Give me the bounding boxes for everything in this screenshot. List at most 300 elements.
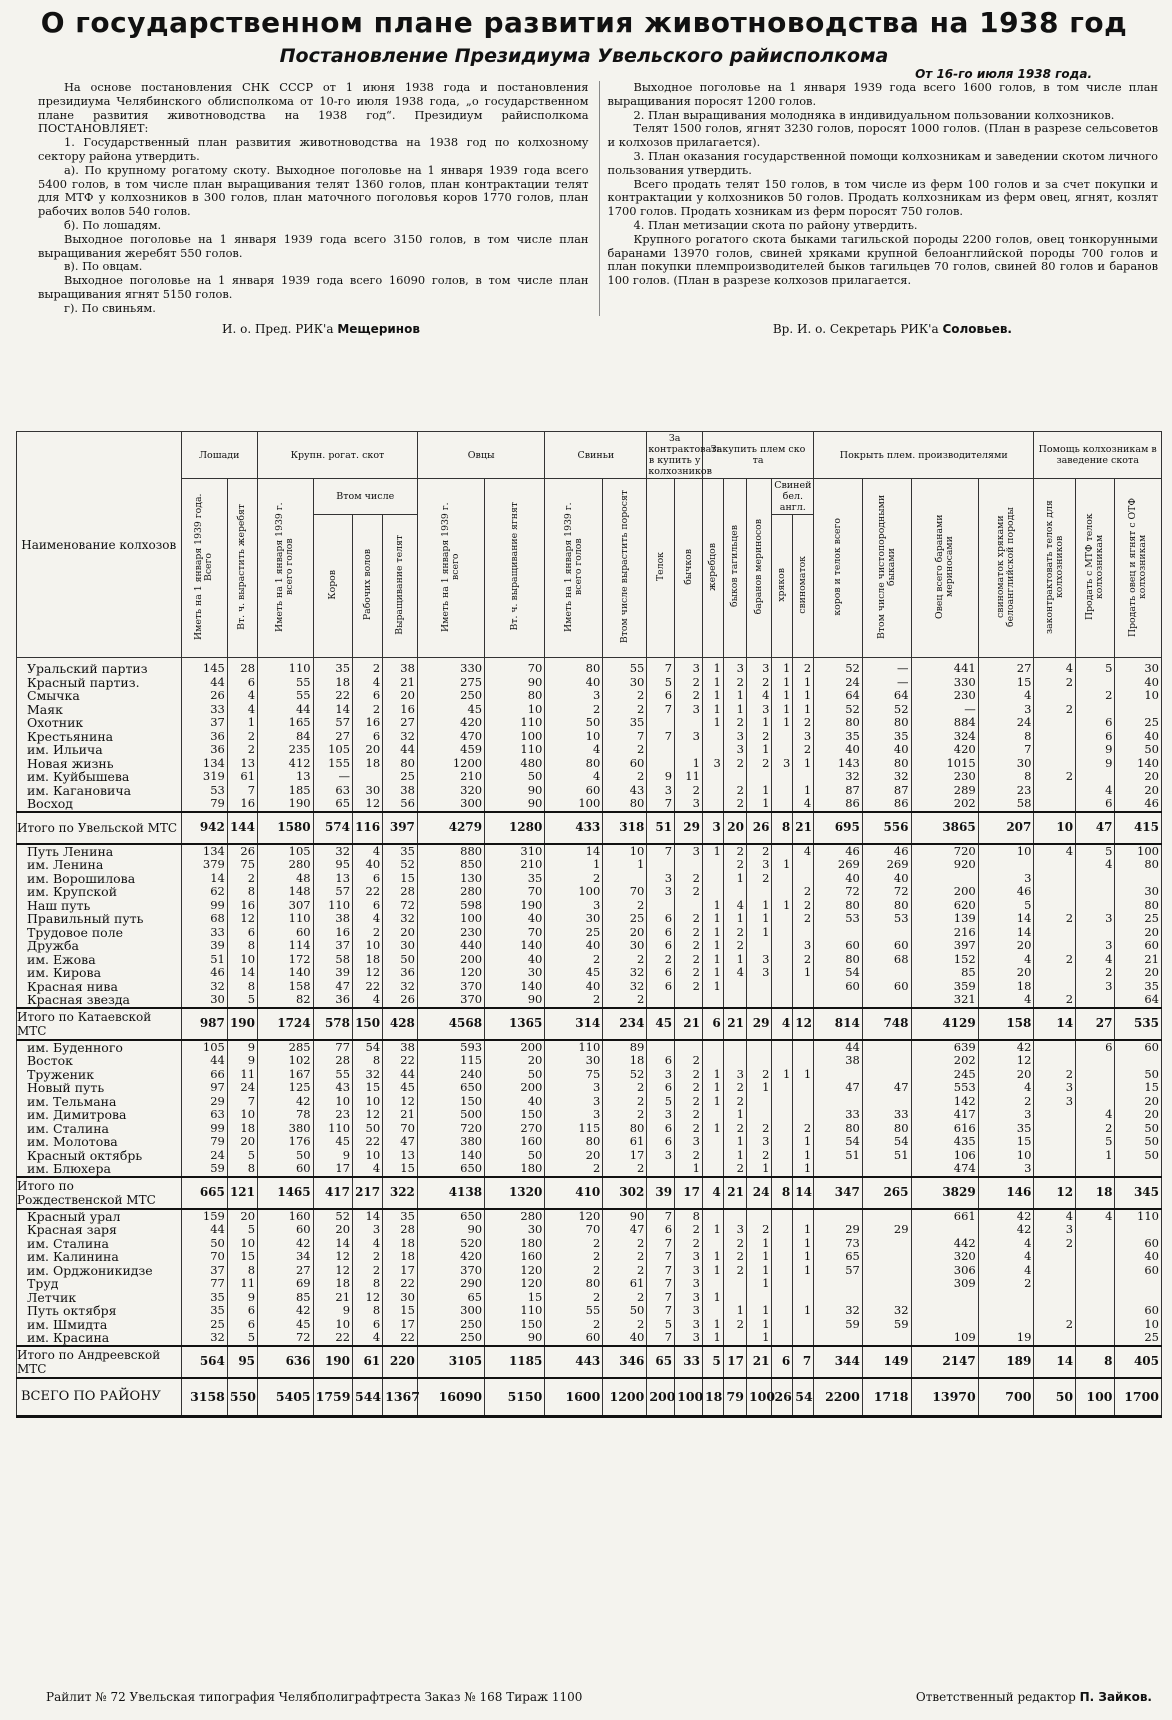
table-cell: 7 xyxy=(647,844,675,859)
table-cell: 45 xyxy=(647,1008,675,1040)
table-cell: 13 xyxy=(383,1149,418,1163)
decree-paragraph: 4. План метизации скота по району утвердить. xyxy=(633,217,918,232)
table-cell: 70 xyxy=(383,1122,418,1136)
table-cell: 4138 xyxy=(417,1177,484,1209)
table-cell xyxy=(723,1209,746,1224)
table-cell: 3 xyxy=(675,1304,703,1318)
decree-paragraph: Выходное поголовье на 1 января 1939 года всего 3150 голов, в том числе план выращивания жеребят 550 голов. xyxy=(38,231,589,260)
table-cell: 27 xyxy=(383,716,418,730)
table-cell: 2 xyxy=(793,912,814,926)
table-cell: 433 xyxy=(545,812,603,844)
kolkhoz-name: им. Тельмана xyxy=(17,1095,182,1109)
table-group-header: Овцы xyxy=(417,432,544,479)
table-cell: 4 xyxy=(353,1162,383,1177)
table-cell: 160 xyxy=(258,1209,314,1224)
table-row xyxy=(17,1108,1162,1122)
table-cell: 52 xyxy=(862,703,911,717)
table-cell xyxy=(702,770,723,784)
table-cell xyxy=(647,899,675,913)
table-cell: 6 xyxy=(702,1008,723,1040)
table-cell: 2 xyxy=(545,703,603,717)
table-cell: 40 xyxy=(1115,730,1162,744)
table-cell: 4 xyxy=(1076,858,1115,872)
table-cell: 80 xyxy=(603,1122,647,1136)
kolkhoz-name: Дружба xyxy=(17,939,182,953)
table-cell xyxy=(723,770,746,784)
table-cell: 2 xyxy=(723,1162,746,1177)
table-cell: 1 xyxy=(746,797,771,812)
table-cell: 150 xyxy=(353,1008,383,1040)
table-cell xyxy=(772,953,793,967)
table-cell: 1 xyxy=(702,980,723,994)
table-cell: 42 xyxy=(978,1223,1034,1237)
table-cell: 42 xyxy=(258,1095,314,1109)
table-cell: 250 xyxy=(417,1318,484,1332)
table-cell: 2 xyxy=(723,1237,746,1251)
table-cell xyxy=(746,939,771,953)
table-cell: 29 xyxy=(814,1223,863,1237)
table-cell: 1 xyxy=(723,1304,746,1318)
table-cell xyxy=(862,926,911,940)
kolkhoz-name: ВСЕГО ПО РАЙОНУ xyxy=(17,1378,182,1417)
table-cell: 6 xyxy=(353,689,383,703)
table-cell: 55 xyxy=(603,662,647,676)
table-cell xyxy=(772,1149,793,1163)
table-cell: 8 xyxy=(978,770,1034,784)
table-cell: 70 xyxy=(181,1250,227,1264)
table-cell: 2 xyxy=(675,926,703,940)
table-cell: 2 xyxy=(723,716,746,730)
table-cell: 2 xyxy=(746,757,771,771)
table-cell xyxy=(772,939,793,953)
table-cell: 13 xyxy=(227,757,257,771)
table-cell: 35 xyxy=(383,844,418,859)
table-cell: 6 xyxy=(353,872,383,886)
table-cell: 24 xyxy=(181,1149,227,1163)
table-cell: 650 xyxy=(417,1209,484,1224)
table-cell: 405 xyxy=(1115,1346,1162,1378)
table-cell xyxy=(772,797,793,812)
kolkhoz-name: Итого по Андреевской МТС xyxy=(17,1346,182,1378)
table-cell xyxy=(647,757,675,771)
table-cell: 52 xyxy=(603,1068,647,1082)
table-cell: 7 xyxy=(647,703,675,717)
table-cell: 150 xyxy=(485,1108,545,1122)
table-cell: 15 xyxy=(485,1291,545,1305)
table-cell: 54 xyxy=(814,1135,863,1149)
table-cell: 500 xyxy=(417,1108,484,1122)
table-cell: 61 xyxy=(603,1135,647,1149)
table-row xyxy=(17,797,1162,812)
table-cell: 42 xyxy=(258,1237,314,1251)
table-cell: 140 xyxy=(258,966,314,980)
table-cell: 22 xyxy=(313,1331,352,1346)
table-cell: 1580 xyxy=(258,812,314,844)
table-cell: 1 xyxy=(746,1304,771,1318)
table-cell: 2 xyxy=(746,676,771,690)
table-cell: 80 xyxy=(1115,858,1162,872)
table-cell: 275 xyxy=(417,676,484,690)
table-cell: 80 xyxy=(545,662,603,676)
table-cell: 26 xyxy=(181,689,227,703)
table-cell: 4 xyxy=(978,1264,1034,1278)
table-cell: 120 xyxy=(417,966,484,980)
table-cell: 5 xyxy=(1076,662,1115,676)
table-cell: 90 xyxy=(417,1223,484,1237)
table-cell: 28 xyxy=(383,885,418,899)
table-cell: 51 xyxy=(181,953,227,967)
table-column-header xyxy=(603,479,647,658)
table-cell: 46 xyxy=(862,844,911,859)
table-cell: 1 xyxy=(793,1162,814,1177)
table-cell: 10 xyxy=(227,1237,257,1251)
table-cell: 2 xyxy=(1076,966,1115,980)
table-cell: 6 xyxy=(1076,716,1115,730)
table-cell: 220 xyxy=(383,1346,418,1378)
table-cell: 4 xyxy=(978,1237,1034,1251)
table-cell: 100 xyxy=(545,797,603,812)
table-cell: 3 xyxy=(545,1081,603,1095)
table-cell xyxy=(1076,1331,1115,1346)
table-cell: 60 xyxy=(258,926,314,940)
table-cell: 120 xyxy=(545,1209,603,1224)
table-row xyxy=(17,858,1162,872)
table-cell: 18 xyxy=(313,1277,352,1291)
table-cell: 56 xyxy=(383,797,418,812)
table-cell: 2 xyxy=(603,1095,647,1109)
table-cell: 60 xyxy=(862,939,911,953)
table-cell: 1 xyxy=(702,844,723,859)
table-cell: 470 xyxy=(417,730,484,744)
decree-paragraph: 1. Государственный план развития животноводства на 1938 год по колхозному сектору района утвердить. xyxy=(38,135,589,163)
table-cell: 3 xyxy=(675,1291,703,1305)
table-cell xyxy=(793,1318,814,1332)
table-cell: 10 xyxy=(313,1095,352,1109)
table-cell: 3 xyxy=(675,797,703,812)
table-cell: 2 xyxy=(675,1237,703,1251)
table-cell: 38 xyxy=(383,1040,418,1055)
table-cell: 345 xyxy=(1115,1177,1162,1209)
table-cell: 417 xyxy=(313,1177,352,1209)
table-cell: 230 xyxy=(911,770,978,784)
table-cell: 2 xyxy=(603,1081,647,1095)
table-cell xyxy=(911,1304,978,1318)
table-cell: 4 xyxy=(227,689,257,703)
table-cell: 33 xyxy=(675,1346,703,1378)
table-cell: 40 xyxy=(862,872,911,886)
table-cell: 410 xyxy=(545,1177,603,1209)
table-cell: 44 xyxy=(181,1223,227,1237)
table-cell xyxy=(814,993,863,1008)
table-cell xyxy=(793,1081,814,1095)
table-cell: 37 xyxy=(313,939,352,953)
table-cell: 230 xyxy=(417,926,484,940)
table-cell: 216 xyxy=(911,926,978,940)
table-cell: 1 xyxy=(793,1068,814,1082)
kolkhoz-name: Восток xyxy=(17,1054,182,1068)
table-cell: 4 xyxy=(1076,1108,1115,1122)
table-cell: 302 xyxy=(603,1177,647,1209)
table-cell: 3 xyxy=(702,757,723,771)
table-cell xyxy=(793,993,814,1008)
table-cell: 200 xyxy=(485,1081,545,1095)
table-column-header xyxy=(1034,479,1076,658)
table-cell: 172 xyxy=(258,953,314,967)
table-cell xyxy=(772,1223,793,1237)
column-label: свиноматок xyxy=(797,555,809,614)
table-cell: 80 xyxy=(383,757,418,771)
table-cell: 72 xyxy=(383,899,418,913)
table-cell: 620 xyxy=(911,899,978,913)
table-cell xyxy=(353,770,383,784)
table-cell: 1 xyxy=(675,1162,703,1177)
table-cell: 32 xyxy=(181,980,227,994)
table-cell: 159 xyxy=(181,1209,227,1224)
table-cell xyxy=(647,716,675,730)
kolkhoz-name: Трудовое поле xyxy=(17,926,182,940)
table-cell: 3 xyxy=(978,872,1034,886)
table-cell xyxy=(862,1209,911,1224)
table-cell: 32 xyxy=(383,912,418,926)
table-cell: 47 xyxy=(313,980,352,994)
table-cell xyxy=(911,872,978,886)
table-cell xyxy=(1115,1054,1162,1068)
table-cell: 18 xyxy=(978,980,1034,994)
table-cell: 185 xyxy=(258,784,314,798)
table-cell: 1 xyxy=(702,703,723,717)
table-cell: 73 xyxy=(814,1237,863,1251)
table-cell: 1 xyxy=(723,912,746,926)
table-cell xyxy=(702,1054,723,1068)
table-column-header xyxy=(1115,479,1162,658)
table-cell: 1 xyxy=(793,1304,814,1318)
table-row xyxy=(17,1277,1162,1291)
table-cell: 106 xyxy=(911,1149,978,1163)
table-cell: 25 xyxy=(1115,716,1162,730)
kolkhoz-name: им. Сталина xyxy=(17,1237,182,1251)
table-cell: 20 xyxy=(383,689,418,703)
table-cell: 2 xyxy=(723,939,746,953)
column-label: бычков xyxy=(682,548,694,585)
kolkhoz-name: им. Кагановича xyxy=(17,784,182,798)
table-cell: 15 xyxy=(383,872,418,886)
table-cell xyxy=(647,1040,675,1055)
table-cell: 2 xyxy=(793,716,814,730)
table-cell: 7 xyxy=(647,1209,675,1224)
table-column-header xyxy=(814,479,863,658)
table-cell: 44 xyxy=(383,1068,418,1082)
table-cell: 30 xyxy=(383,939,418,953)
column-label: Вт. ч. выращивание ягнят xyxy=(508,502,520,631)
table-cell: 21 xyxy=(793,812,814,844)
table-cell: 26 xyxy=(746,812,771,844)
table-cell: 9 xyxy=(1076,757,1115,771)
table-cell: 14 xyxy=(545,844,603,859)
table-cell: 535 xyxy=(1115,1008,1162,1040)
table-cell xyxy=(772,980,793,994)
table-cell: 43 xyxy=(313,1081,352,1095)
table-cell: 68 xyxy=(862,953,911,967)
table-cell: 44 xyxy=(383,743,418,757)
table-cell: 3 xyxy=(723,1223,746,1237)
table-cell xyxy=(1034,757,1076,771)
decree-paragraph: Выходное поголовье на 1 января 1939 года всего 1600 голов, в том числе план выращивания поросят 1200 голов. xyxy=(607,80,1158,108)
table-cell: 14 xyxy=(313,1237,352,1251)
table-row xyxy=(17,689,1162,703)
table-cell: 90 xyxy=(485,676,545,690)
table-cell: 2 xyxy=(978,1277,1034,1291)
table-cell: 46 xyxy=(978,885,1034,899)
table-cell: 2 xyxy=(675,1108,703,1122)
table-cell: 30 xyxy=(383,1291,418,1305)
table-row xyxy=(17,899,1162,913)
table-cell: 4 xyxy=(723,966,746,980)
table-cell: 200 xyxy=(417,953,484,967)
table-row xyxy=(17,939,1162,953)
table-cell: 14 xyxy=(1034,1008,1076,1040)
table-cell: 4 xyxy=(353,844,383,859)
table-cell: 748 xyxy=(862,1008,911,1040)
table-cell: 2 xyxy=(675,784,703,798)
table-cell xyxy=(793,1209,814,1224)
table-cell: 20 xyxy=(227,1209,257,1224)
table-cell: 1 xyxy=(723,689,746,703)
decree-paragraph: Крупного рогатого скота быками тагильской породы 2200 голов, овец тонкорунными баранами 13970 голов, свиней хряками крупной белоанглийской породы 700 голов и план покупки племпроизводителей быков тагильцев 70 голов, свиней 80 голов и баранов 100 голов. (План в разрезе колхозов прилагается. xyxy=(607,231,1158,288)
table-cell: 30 xyxy=(545,912,603,926)
table-cell: 89 xyxy=(603,1040,647,1055)
table-cell: 100 xyxy=(1115,844,1162,859)
table-group-header: Покрыть плем. производителями xyxy=(814,432,1034,479)
table-cell: 80 xyxy=(545,1277,603,1291)
table-cell: 21 xyxy=(723,1177,746,1209)
table-group-header: Крупн. рогат. скот xyxy=(258,432,418,479)
table-cell: 25 xyxy=(181,1318,227,1332)
table-cell: 1 xyxy=(793,1237,814,1251)
table-cell: 28 xyxy=(313,1054,352,1068)
kolkhoz-name: Красный октябрь xyxy=(17,1149,182,1163)
table-cell: 90 xyxy=(485,797,545,812)
table-cell: 59 xyxy=(814,1318,863,1332)
table-cell xyxy=(1076,1081,1115,1095)
table-cell: 140 xyxy=(485,980,545,994)
table-cell: 40 xyxy=(485,1095,545,1109)
table-cell: 70 xyxy=(545,1223,603,1237)
table-cell: 50 xyxy=(353,1122,383,1136)
table-cell: 1185 xyxy=(485,1346,545,1378)
table-cell: 920 xyxy=(911,858,978,872)
table-cell: 10 xyxy=(353,1149,383,1163)
table-cell: 2 xyxy=(675,1068,703,1082)
table-cell: 2 xyxy=(353,1250,383,1264)
table-cell: 14 xyxy=(181,872,227,886)
table-cell xyxy=(814,1277,863,1291)
table-cell: 18 xyxy=(702,1378,723,1417)
table-cell: 2 xyxy=(723,757,746,771)
table-cell: 57 xyxy=(313,716,352,730)
table-cell: 32 xyxy=(181,1331,227,1346)
decree-paragraph: в). По овцам. xyxy=(64,259,143,274)
table-cell: 46 xyxy=(181,966,227,980)
kolkhoz-name: им. Ежова xyxy=(17,953,182,967)
table-cell: 54 xyxy=(862,1135,911,1149)
table-cell: 8 xyxy=(675,1209,703,1224)
table-cell: 661 xyxy=(911,1209,978,1224)
table-cell: 269 xyxy=(814,858,863,872)
table-cell: 8 xyxy=(227,1264,257,1278)
table-cell: 397 xyxy=(911,939,978,953)
signatures xyxy=(6,316,1162,340)
table-cell: 2 xyxy=(545,1162,603,1177)
table-cell: 1 xyxy=(746,926,771,940)
table-cell: 60 xyxy=(862,980,911,994)
table-cell: 105 xyxy=(258,844,314,859)
table-cell: 420 xyxy=(417,716,484,730)
table-cell xyxy=(1034,872,1076,886)
table-column-header xyxy=(313,515,352,658)
table-cell xyxy=(746,1291,771,1305)
table-cell: 3 xyxy=(772,757,793,771)
table-cell xyxy=(772,1318,793,1332)
table-cell: 13 xyxy=(313,872,352,886)
table-cell: 165 xyxy=(258,716,314,730)
table-cell: 86 xyxy=(814,797,863,812)
table-cell: 72 xyxy=(258,1331,314,1346)
table-cell: 32 xyxy=(603,966,647,980)
table-cell: 1200 xyxy=(603,1378,647,1417)
table-cell: 5 xyxy=(647,1318,675,1332)
table-cell: 324 xyxy=(911,730,978,744)
table-cell: 2 xyxy=(353,703,383,717)
table-cell: 7 xyxy=(647,1331,675,1346)
table-cell: 1 xyxy=(793,1250,814,1264)
table-cell: 2 xyxy=(603,1250,647,1264)
table-cell: 4 xyxy=(978,1081,1034,1095)
table-cell: 4 xyxy=(793,797,814,812)
kolkhoz-name: им. Блюхера xyxy=(17,1162,182,1177)
table-cell: 3 xyxy=(1034,1081,1076,1095)
table-cell xyxy=(647,1162,675,1177)
table-cell: 2 xyxy=(675,676,703,690)
table-cell: 1 xyxy=(793,757,814,771)
table-cell xyxy=(978,858,1034,872)
table-cell xyxy=(793,872,814,886)
table-cell: 3 xyxy=(675,1135,703,1149)
table-cell: 2 xyxy=(723,926,746,940)
table-cell: 27 xyxy=(1076,1008,1115,1040)
table-cell: 134 xyxy=(181,844,227,859)
table-cell: 16090 xyxy=(417,1378,484,1417)
table-cell: 16 xyxy=(353,716,383,730)
table-cell xyxy=(702,1237,723,1251)
table-cell xyxy=(746,980,771,994)
table-cell: 72 xyxy=(814,885,863,899)
table-cell: 47 xyxy=(862,1081,911,1095)
table-cell: 70 xyxy=(485,885,545,899)
table-cell: 60 xyxy=(258,1223,314,1237)
table-row xyxy=(17,993,1162,1008)
table-cell xyxy=(772,872,793,886)
table-cell: 8 xyxy=(227,885,257,899)
decree-paragraph: Выходное поголовье на 1 января 1939 года всего 16090 голов, в том числе план выращивания ягнят 5150 голов. xyxy=(38,273,589,301)
table-cell: 2 xyxy=(746,844,771,859)
table-cell: 79 xyxy=(181,1135,227,1149)
table-cell: 64 xyxy=(862,689,911,703)
table-cell: 2 xyxy=(603,703,647,717)
table-cell: 10 xyxy=(545,730,603,744)
table-cell: 20 xyxy=(1115,966,1162,980)
table-cell: 33 xyxy=(862,1108,911,1122)
table-cell xyxy=(772,1209,793,1224)
